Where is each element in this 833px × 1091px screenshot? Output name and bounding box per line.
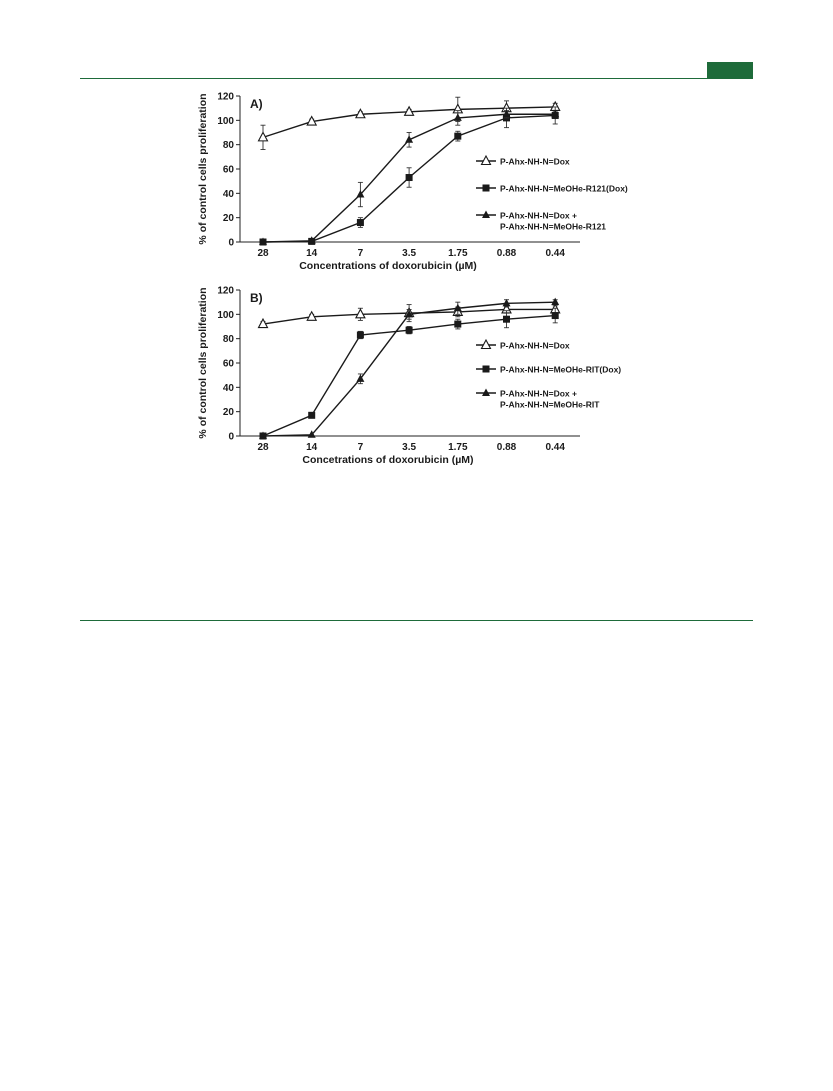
legend-marker xyxy=(483,366,490,373)
legend-item-3 xyxy=(476,211,606,232)
y-tick-label: 0 xyxy=(228,237,234,249)
data-point xyxy=(357,332,364,339)
legend-label: P-Ahx-NH-N=MeOHe-RIT xyxy=(500,399,600,410)
x-axis-title: Concetrations of doxorubicin (µM) xyxy=(302,454,474,466)
data-point xyxy=(552,312,559,319)
data-point xyxy=(357,219,364,226)
chart-panel-b xyxy=(0,282,833,477)
x-tick-label: 0.44 xyxy=(545,442,565,453)
legend-item-2 xyxy=(476,365,621,375)
legend-label: P-Ahx-NH-N=MeOHe-R121(Dox) xyxy=(500,183,628,194)
x-tick-label: 7 xyxy=(357,442,364,453)
data-point xyxy=(503,316,510,323)
footer-rule xyxy=(80,620,753,621)
x-tick-label: 7 xyxy=(357,248,364,259)
legend-marker xyxy=(482,389,490,397)
data-point xyxy=(406,174,413,181)
x-tick-label: 1.75 xyxy=(448,442,468,453)
y-tick-label: 100 xyxy=(217,115,234,127)
y-tick-label: 20 xyxy=(222,407,234,419)
panel-label: A) xyxy=(250,97,263,111)
legend-marker xyxy=(482,340,491,349)
header-rule xyxy=(80,78,753,79)
legend-label: P-Ahx-NH-N=Dox xyxy=(500,340,570,351)
y-tick-label: 120 xyxy=(217,285,234,297)
y-axis-title: % of control cells proliferation xyxy=(197,93,209,245)
x-tick-label: 0.88 xyxy=(496,248,517,259)
legend-label: P-Ahx-NH-N=Dox + xyxy=(500,388,577,399)
legend-marker xyxy=(483,185,490,192)
data-point xyxy=(454,321,461,328)
legend-item-1 xyxy=(476,156,570,167)
x-tick-label: 0.88 xyxy=(496,442,517,453)
y-tick-label: 100 xyxy=(217,309,234,321)
data-point xyxy=(406,327,413,334)
y-tick-label: 60 xyxy=(222,358,234,370)
panel-label: B) xyxy=(250,291,263,305)
legend-item-3 xyxy=(476,389,600,410)
y-tick-label: 40 xyxy=(222,382,234,394)
x-axis-title: Concentrations of doxorubicin (µM) xyxy=(299,260,477,272)
x-tick-label: 3.5 xyxy=(402,248,417,259)
y-tick-label: 20 xyxy=(222,213,234,225)
legend-marker xyxy=(482,211,490,219)
data-point xyxy=(551,298,559,306)
x-tick-label: 14 xyxy=(306,442,318,453)
y-axis-title: % of control cells proliferation xyxy=(197,287,209,439)
legend-label: P-Ahx-NH-N=Dox xyxy=(500,156,570,167)
x-tick-label: 28 xyxy=(257,248,269,259)
page-tab-marker xyxy=(707,62,753,78)
x-tick-label: 3.5 xyxy=(402,442,417,453)
legend-label: P-Ahx-NH-N=MeOHe-RIT(Dox) xyxy=(500,364,622,375)
data-point xyxy=(454,133,461,140)
legend-label: P-Ahx-NH-N=MeOHe-R121 xyxy=(500,221,607,232)
y-tick-label: 40 xyxy=(222,188,234,200)
legend-item-2 xyxy=(476,184,628,194)
x-tick-label: 0.44 xyxy=(545,248,565,259)
y-tick-label: 80 xyxy=(222,140,234,152)
legend-label: P-Ahx-NH-N=Dox + xyxy=(500,210,577,221)
legend-item-1 xyxy=(476,340,570,351)
chart-panel-a xyxy=(0,88,833,283)
legend-marker xyxy=(482,156,491,165)
y-tick-label: 60 xyxy=(222,164,234,176)
x-tick-label: 28 xyxy=(257,442,269,453)
y-tick-label: 0 xyxy=(228,431,234,443)
x-tick-label: 1.75 xyxy=(448,248,468,259)
x-tick-label: 14 xyxy=(306,248,318,259)
y-tick-label: 120 xyxy=(217,91,234,103)
y-tick-label: 80 xyxy=(222,334,234,346)
data-point xyxy=(308,412,315,419)
